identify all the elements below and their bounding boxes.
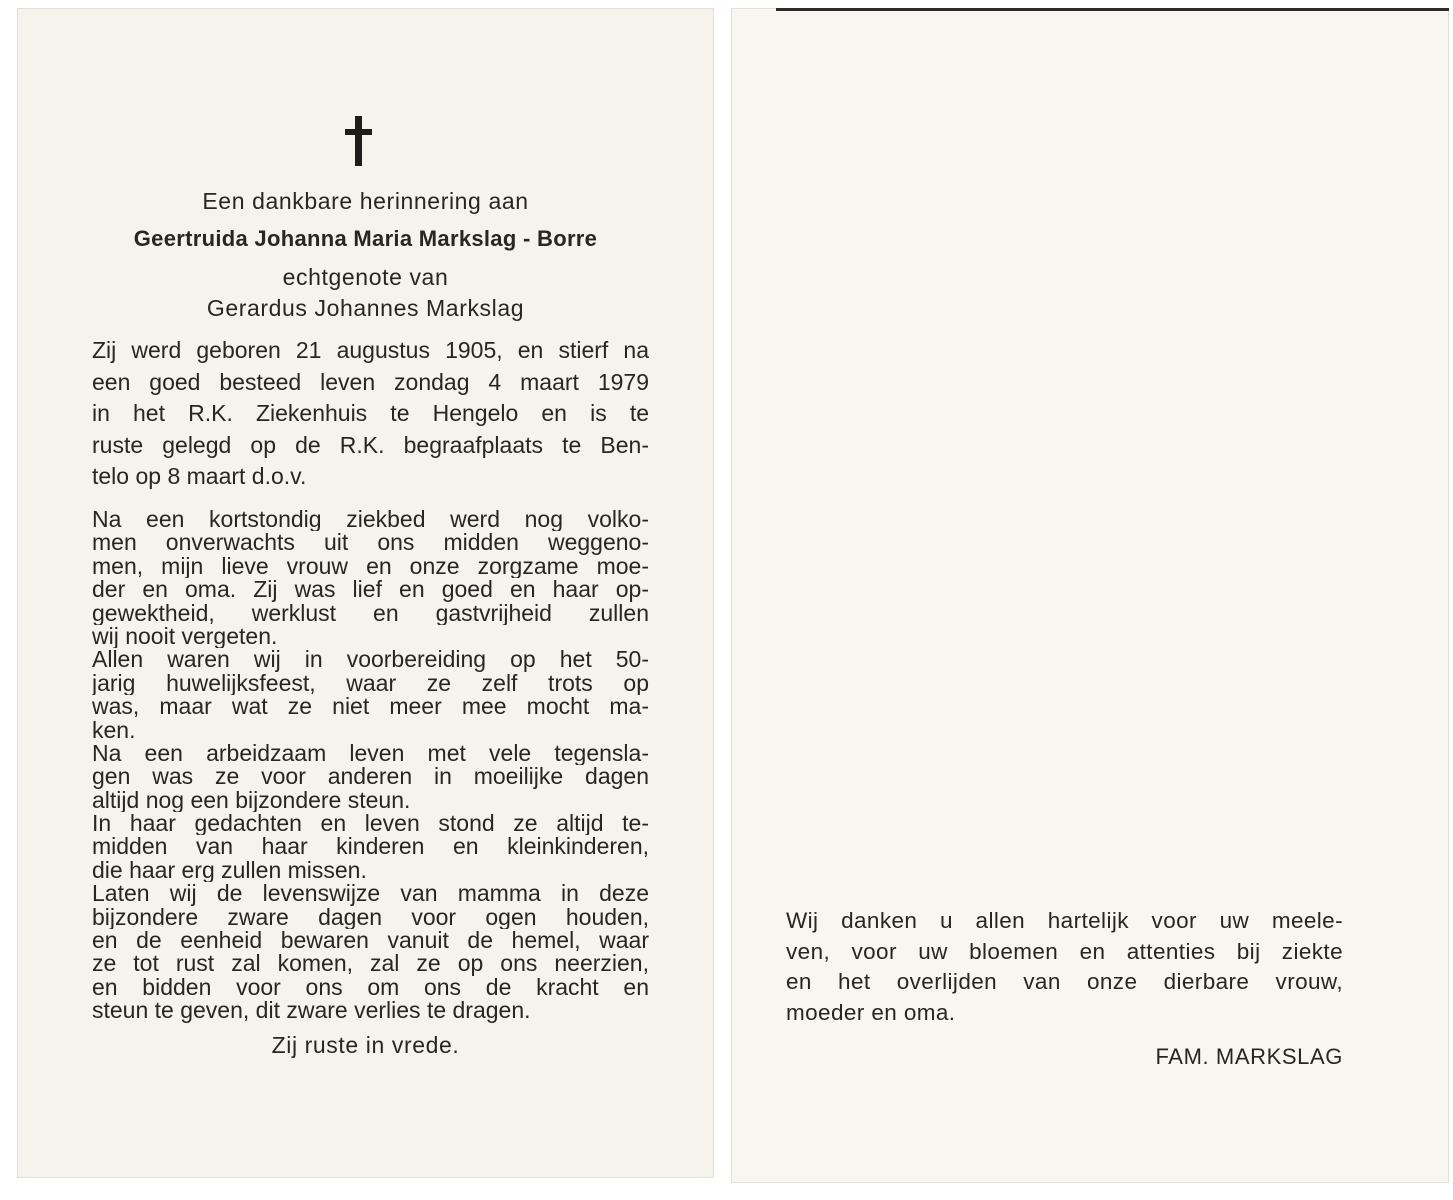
card-edge-line <box>776 8 1449 11</box>
text-line: een goed besteed leven zondag 4 maart 1979 <box>92 368 649 395</box>
text-line: In haar gedachten en leven stond ze altijd te- <box>92 812 649 836</box>
text-line: wij nooit vergeten. <box>92 624 278 649</box>
dates-paragraph <box>92 335 649 493</box>
text-line: der en oma. Zij was lief en goed en haar op- <box>92 578 649 602</box>
text-line: en bidden voor ons om ons de kracht en <box>92 975 649 1000</box>
right-card <box>731 8 1449 1183</box>
text-line: bijzondere zware dagen voor ogen houden, <box>92 905 649 930</box>
story-paragraph <box>92 508 649 1023</box>
text-line: gen was ze voor anderen in moeilijke dagen <box>92 765 649 789</box>
text-line: en het overlijden van onze dierbare vrouw, <box>786 969 1343 994</box>
spouse-label: echtgenote van <box>282 264 449 290</box>
text-line: en de eenheid bewaren vanuit de hemel, waar <box>92 929 649 953</box>
deceased-name: Geertruida Johanna Maria Markslag - Borre <box>133 226 598 251</box>
text-line: jarig huwelijksfeest, waar ze zelf trots op <box>92 671 649 696</box>
text-line: Allen waren wij in voorbereiding op het 50- <box>92 648 649 672</box>
text-line: moeder en oma. <box>786 999 956 1025</box>
text-line: die haar erg zullen missen. <box>92 858 367 883</box>
text-line: Na een arbeidzaam leven met vele tegensla- <box>92 741 649 766</box>
spouse-name: Gerardus Johannes Markslag <box>206 295 525 321</box>
text-line: altijd nog een bijzondere steun. <box>92 788 411 813</box>
text-line: ze tot rust zal komen, zal ze op ons neerzien, <box>92 952 649 976</box>
text-line: Na een kortstondig ziekbed werd nog volko- <box>92 508 649 532</box>
closing-line: Zij ruste in vrede. <box>271 1032 460 1058</box>
text-line: Wij danken u allen hartelijk voor uw meele- <box>786 908 1343 933</box>
text-line: Zij werd geboren 21 augustus 1905, en stierf na <box>92 337 649 363</box>
text-line: steun te geven, dit zware verlies te dragen. <box>92 999 531 1023</box>
text-line: midden van haar kinderen en kleinkinderen, <box>92 835 649 859</box>
text-line: Laten wij de levenswijze van mamma in deze <box>92 882 649 906</box>
left-card <box>17 8 714 1178</box>
text-line: men, mijn lieve vrouw en onze zorgzame moe- <box>92 554 649 579</box>
text-line: was, maar wat ze niet meer mee mocht ma- <box>92 695 649 719</box>
text-line: gewektheid, werklust en gastvrijheid zullen <box>92 601 649 625</box>
thanks-paragraph <box>786 906 1343 1028</box>
text-line: telo op 8 maart d.o.v. <box>92 463 307 489</box>
text-line: ven, voor uw bloemen en attenties bij ziekte <box>786 938 1343 964</box>
cross-icon <box>342 116 376 168</box>
text-line: ken. <box>92 718 136 742</box>
text-line: men onverwachts uit ons midden weggeno- <box>92 531 649 555</box>
text-line: ruste gelegd op de R.K. begraafplaats te Ben- <box>92 431 649 458</box>
family-signature: FAM. MARKSLAG <box>1155 1044 1343 1069</box>
intro-line: Een dankbare herinnering aan <box>202 188 529 214</box>
text-line: in het R.K. Ziekenhuis te Hengelo en is te <box>92 400 649 426</box>
